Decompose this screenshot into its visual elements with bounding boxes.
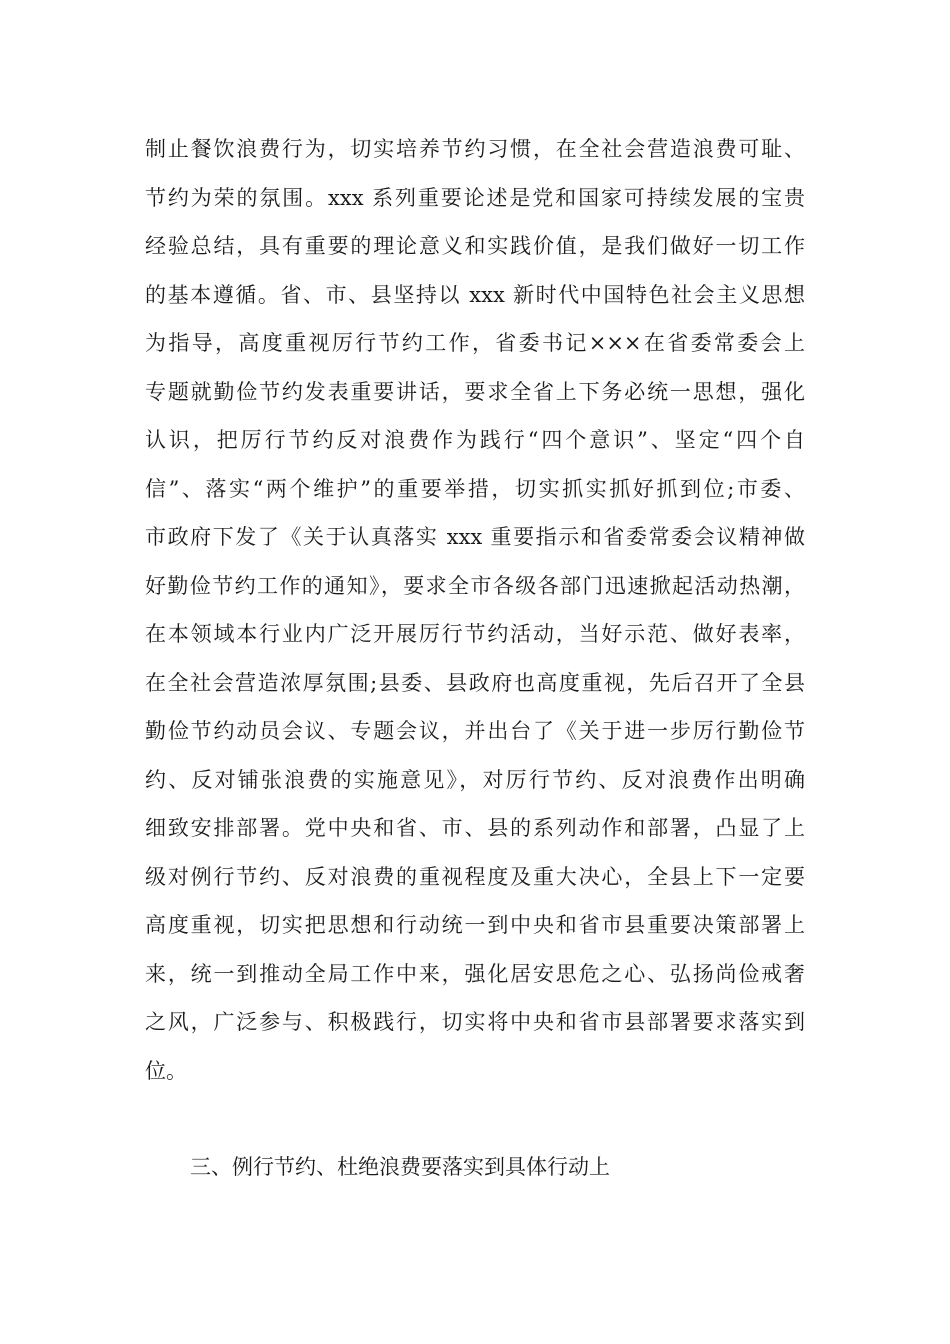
paragraph-line: 好勤俭节约工作的通知》，要求全市各级各部门迅速掀起活动热潮， — [145, 573, 805, 598]
paragraph-line: 勤俭节约动员会议、专题会议，并出台了《关于进一步厉行勤俭节 — [145, 719, 805, 743]
paragraph-line: 在本领域本行业内广泛开展厉行节约活动，当好示范、做好表率， — [145, 622, 805, 646]
paragraph-line: 制止餐饮浪费行为，切实培养节约习惯，在全社会营造浪费可耻、 — [145, 137, 805, 161]
paragraph-line: 高度重视，切实把思想和行动统一到中央和省市县重要决策部署上 — [145, 913, 805, 937]
section-heading: 三、例行节约、杜绝浪费要落实到具体行动上 — [190, 1155, 610, 1179]
paragraph-line: 专题就勤俭节约发表重要讲话，要求全省上下务必统一思想，强化 — [145, 379, 805, 404]
paragraph-line: 节约为荣的氛围。xxx 系列重要论述是党和国家可持续发展的宝贵 — [145, 185, 805, 210]
paragraph-line: 为指导，高度重视厉行节约工作，省委书记×××在省委常委会上 — [145, 331, 805, 355]
paragraph-line: 经验总结，具有重要的理论意义和实践价值，是我们做好一切工作 — [145, 234, 805, 258]
paragraph-line: 之风，广泛参与、积极践行，切实将中央和省市县部署要求落实到 — [145, 1010, 805, 1034]
paragraph-line: 的基本遵循。省、市、县坚持以 xxx 新时代中国特色社会主义思想 — [145, 282, 805, 307]
paragraph-line: 级对例行节约、反对浪费的重视程度及重大决心，全县上下一定要 — [145, 864, 805, 889]
paragraph-line: 市政府下发了《关于认真落实 xxx 重要指示和省委常委会议精神做 — [145, 525, 805, 549]
paragraph-line: 来，统一到推动全局工作中来，强化居安思危之心、弘扬尚俭戒奢 — [145, 961, 805, 986]
body-paragraph — [145, 125, 805, 1095]
paragraph-line: 位。 — [145, 1058, 187, 1083]
paragraph-line: 信”、落实“两个维护”的重要举措，切实抓实抓好抓到位;市委、 — [145, 476, 805, 501]
paragraph-line: 认识，把厉行节约反对浪费作为践行“四个意识”、坚定“四个自 — [145, 428, 805, 452]
paragraph-line: 细致安排部署。党中央和省、市、县的系列动作和部署，凸显了上 — [145, 816, 805, 840]
paragraph-line: 在全社会营造浓厚氛围;县委、县政府也高度重视，先后召开了全县 — [145, 670, 805, 695]
paragraph-line: 约、反对铺张浪费的实施意见》，对厉行节约、反对浪费作出明确 — [145, 767, 805, 792]
